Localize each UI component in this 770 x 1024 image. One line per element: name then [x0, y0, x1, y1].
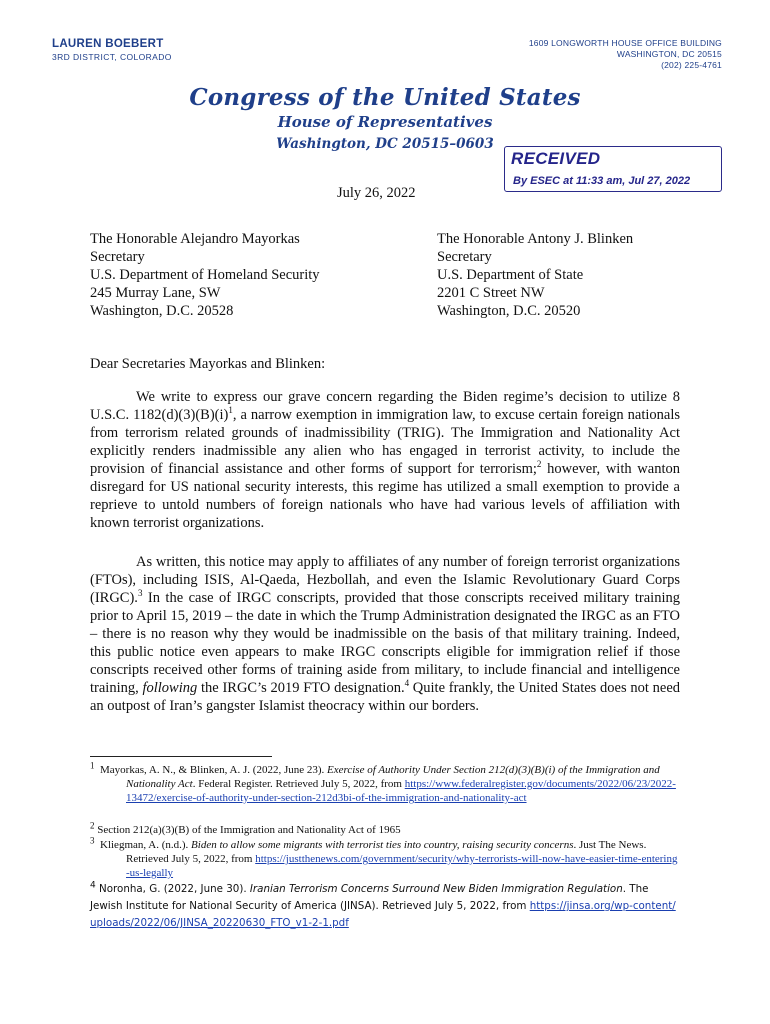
- p1-text-b: , a narrow exemption in immigration law, to excuse certain foreign nationals from terrorism related grounds of inadmissibility (TRIG). The Immigration and Nationality Act explicitly renders inadmissible any alien who has engaged in terrorist activity, to include the provision of financial assistance and other forms of support for terrorism;: [90, 407, 680, 477]
- heading-house: House of Representatives: [277, 113, 493, 131]
- footnote-3-source: . Just The News. Retrieved July 5, 2022, from: [126, 839, 647, 865]
- footnote-3-number: 3: [90, 835, 95, 846]
- footnote-3-link[interactable]: https://justthenews.com/government/security/why-terrorists-will-now-have-easier-time-entering-us-legally: [126, 853, 678, 879]
- letterhead-left: [52, 38, 172, 64]
- member-name: LAUREN BOEBERT: [52, 38, 164, 50]
- footnote-divider: [90, 756, 272, 757]
- recipient-right-org: U.S. Department of State: [437, 267, 584, 283]
- footnote-1-title: Exercise of Authority Under Section 212(d)(3)(B)(i) of the Immigration and Nationality Act: [126, 764, 660, 790]
- footnote-4-source: . The Jewish Institute for National Security of America (JINSA). Retrieved July 5, 2022, from: [90, 883, 649, 912]
- footnote-4-author: Noronha, G. (2022, June 30).: [99, 883, 250, 895]
- heading-address: Washington, DC 20515–0603: [276, 136, 494, 152]
- recipient-left-name: The Honorable Alejandro Mayorkas: [90, 231, 300, 247]
- recipient-left-title: Secretary: [90, 249, 145, 265]
- salutation: Dear Secretaries Mayorkas and Blinken:: [90, 356, 326, 372]
- footnote-ref-1[interactable]: 1: [228, 405, 233, 416]
- letter-date: July 26, 2022: [337, 185, 416, 201]
- footnote-3: [90, 835, 680, 880]
- footnote-4: [90, 881, 680, 932]
- p2-text-b: In the case of IRGC conscripts, provided that those conscripts received military training prior to April 15, 2019 – the date in which the Trump Administration designated the IRGC as an FTO – there is no reason why they would be inadmissible on the basis of that military training. Indeed, this public notice even appears to make IRGC conscripts eligible for immigration relief if those conscripts received other forms of training aside from military, to include financial and intelligence training,: [90, 590, 680, 696]
- footnote-ref-2[interactable]: 2: [536, 459, 542, 470]
- recipient-right-name: The Honorable Antony J. Blinken: [437, 231, 634, 247]
- p1-text-c: however, with wanton disregard for US national security interests, this regime has utilized a small exemption to provide a reprieve to untold numbers of foreign nationals who have had various levels of affiliation with known terrorist organizations.: [90, 461, 680, 531]
- received-stamp-detail: By ESEC at 11:33 am, Jul 27, 2022: [513, 175, 691, 187]
- footnote-4-link[interactable]: https://jinsa.org/wp-content/uploads/2022/06/JINSA_20220630_FTO_v1-2-1.pdf: [90, 900, 676, 929]
- p1-text-a: We write to express our grave concern regarding the Biden regime’s decision to utilize 8 U.S.C. 1182(d)(3)(B)(i): [90, 389, 680, 423]
- body-paragraph-2: [90, 553, 680, 715]
- footnote-4-number: 4: [90, 880, 96, 891]
- heading-congress: Congress of the United States: [189, 84, 581, 111]
- office-address-line1: 1609 LONGWORTH HOUSE OFFICE BUILDING: [528, 38, 722, 48]
- recipient-left: [90, 230, 320, 320]
- footnote-ref-4[interactable]: 4: [404, 678, 410, 689]
- footnote-1: [90, 760, 680, 805]
- footnote-3-title: Biden to allow some migrants with terrorist ties into country, raising security concerns: [191, 839, 574, 851]
- p2-text-d: Quite frankly, the United States does not need an outpost of Iran’s gangster Islamist theocracy within our borders.: [90, 680, 681, 714]
- received-stamp: [504, 146, 722, 192]
- p2-text-c: the IRGC’s 2019 FTO designation.: [197, 680, 405, 696]
- body-paragraph-1: [90, 388, 680, 532]
- member-district: 3RD DISTRICT, COLORADO: [52, 52, 172, 62]
- footnote-2-text: Section 212(a)(3)(B) of the Immigration and Nationality Act of 1965: [97, 824, 401, 836]
- footnote-1-authors: Mayorkas, A. N., & Blinken, A. J. (2022, June 23).: [100, 764, 328, 776]
- office-phone: (202) 225-4761: [661, 60, 722, 70]
- recipient-right-title: Secretary: [437, 249, 492, 265]
- recipient-left-city: Washington, D.C. 20528: [90, 303, 234, 319]
- p2-emphasis: following: [142, 680, 198, 696]
- p2-text-a: As written, this notice may apply to affiliates of any number of foreign terrorist organizations (FTOs), including ISIS, Al-Qaeda, Hezbollah, and even the Islamic Revolutionary Guard Corps (IRGC).: [90, 554, 680, 606]
- footnote-2-number: 2: [90, 820, 95, 831]
- letterhead-right: [529, 38, 722, 71]
- recipient-left-street: 245 Murray Lane, SW: [90, 285, 221, 301]
- footnote-4-title: Iranian Terrorism Concerns Surround New Biden Immigration Regulation: [249, 883, 623, 895]
- footnote-3-author: Kliegman, A. (n.d.).: [100, 839, 192, 851]
- footnote-2: [90, 820, 680, 837]
- recipient-right-street: 2201 C Street NW: [437, 285, 545, 301]
- footnote-1-source: . Federal Register. Retrieved July 5, 2022, from: [192, 778, 405, 790]
- recipient-right: [437, 230, 633, 320]
- footnote-ref-3[interactable]: 3: [137, 588, 143, 599]
- recipient-left-org: U.S. Department of Homeland Security: [90, 267, 320, 283]
- office-address-line2: WASHINGTON, DC 20515: [616, 49, 722, 59]
- received-stamp-title: RECEIVED: [511, 149, 601, 168]
- footnote-1-link[interactable]: https://www.federalregister.gov/documents/2022/06/23/2022-13472/exercise-of-authority-under-section-212d3bi-of-the-immigration-and-nationality-act: [126, 778, 676, 804]
- footnote-1-number: 1: [90, 760, 95, 771]
- recipient-right-city: Washington, D.C. 20520: [437, 303, 581, 319]
